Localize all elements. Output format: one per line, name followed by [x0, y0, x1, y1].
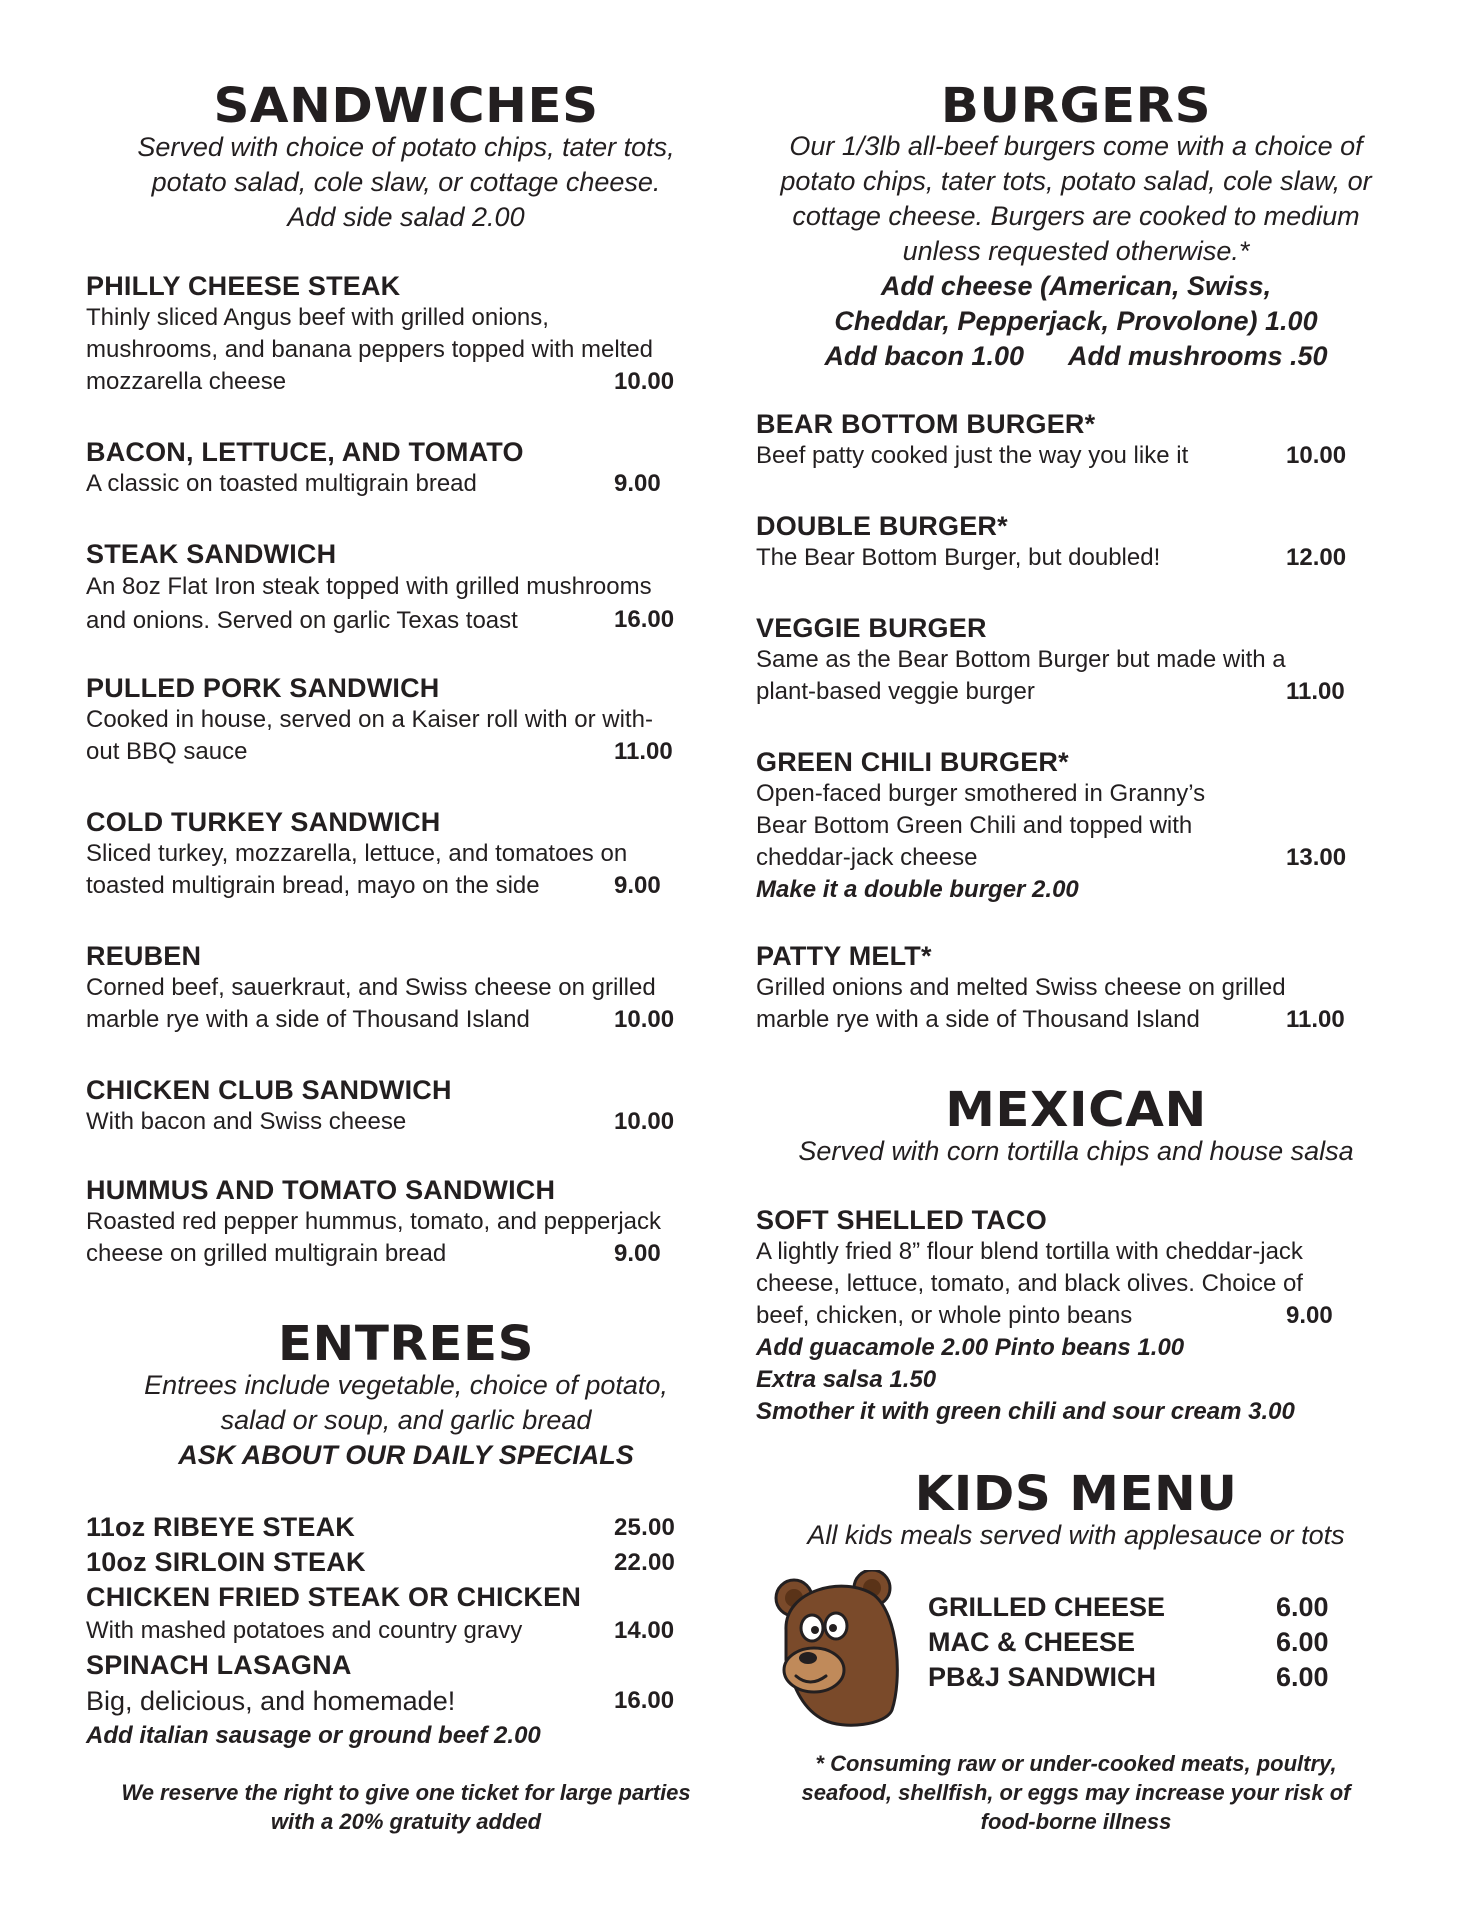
mexican-intro: Served with corn tortilla chips and house salsa: [798, 1136, 1354, 1166]
price: 6.00: [1276, 1662, 1329, 1692]
price: 11.00: [1286, 1006, 1345, 1033]
menu-item-ribeye: 11oz RIBEYE STEAK 25.00: [86, 1510, 726, 1545]
menu-item-patty-melt: PATTY MELT* Grilled onions and melted Swiss cheese on grilled marble rye with a side of Thousand Island 11.00: [756, 940, 1396, 1036]
price: 9.00: [614, 470, 661, 497]
menu-item-veggie-burger: VEGGIE BURGER Same as the Bear Bottom Burger but made with a plant-based veggie burger 11.00: [756, 612, 1396, 708]
raw-food-warning: * Consuming raw or under-cooked meats, poultry, seafood, shellfish, or eggs may increase your risk of food-borne illness: [801, 1751, 1351, 1834]
price: 6.00: [1276, 1627, 1329, 1657]
burgers-title: BURGERS: [940, 78, 1212, 134]
menu-item-chicken-fried: CHICKEN FRIED STEAK OR CHICKEN: [86, 1582, 582, 1612]
bear-mascot-icon: [774, 1570, 904, 1730]
price: 12.00: [1286, 544, 1347, 571]
price: 10.00: [614, 1006, 675, 1033]
price: 22.00: [614, 1549, 676, 1576]
menu-item-philly: PHILLY CHEESE STEAK Thinly sliced Angus beef with grilled onions, mushrooms, and banana peppers topped with melted mozzarella cheese 10.00: [86, 270, 726, 398]
price: 13.00: [1286, 844, 1347, 871]
menu-item-steak-sandwich: STEAK SANDWICH An 8oz Flat Iron steak topped with grilled mushrooms and onions. Served on garlic Texas toast 16.00: [86, 539, 675, 634]
kids-intro: All kids meals served with applesauce or tots: [807, 1520, 1345, 1550]
entree-list: 11oz RIBEYE STEAK 25.00 10oz SIRLOIN STEAK 22.00 CHICKEN FRIED STEAK OR CHICKEN With mashed potatoes and country gravy 14.00 SPINACH LASAGNA Big, delicious, and homemade! 16.00 Add italian sausage or ground beef 2.00: [86, 1510, 726, 1753]
entree-addon: Add italian sausage or ground beef 2.00: [86, 1722, 541, 1749]
menu-item-reuben: REUBEN Corned beef, sauerkraut, and Swiss cheese on grilled marble rye with a side of Thousand Island 10.00: [86, 940, 726, 1036]
price: 9.00: [614, 872, 661, 899]
price: 10.00: [1286, 442, 1347, 469]
menu-item-hummus: HUMMUS AND TOMATO SANDWICH Roasted red pepper hummus, tomato, and pepperjack cheese on grilled multigrain bread 9.00: [86, 1174, 726, 1270]
daily-specials-note: ASK ABOUT OUR DAILY SPECIALS: [178, 1440, 634, 1470]
large-party-note: We reserve the right to give one ticket for large parties with a 20% gratuity added: [121, 1780, 691, 1834]
sandwiches-intro: Served with choice of potato chips, tater tots, potato salad, cole slaw, or cottage cheese. Add side salad 2.00: [137, 132, 675, 232]
green-chili-addon: Make it a double burger 2.00: [756, 876, 1079, 903]
menu-item-blt: BACON, LETTUCE, AND TOMATO A classic on toasted multigrain bread 9.00: [86, 436, 726, 500]
price: 11.00: [1286, 678, 1345, 705]
price: 11.00: [614, 738, 673, 765]
menu-item-cold-turkey: COLD TURKEY SANDWICH Sliced turkey, mozzarella, lettuce, and tomatoes on toasted multigrain bread, mayo on the side 9.00: [86, 806, 726, 902]
price: 16.00: [614, 606, 675, 633]
price: 16.00: [614, 1687, 675, 1714]
sandwiches-title: SANDWICHES: [213, 78, 599, 134]
menu-item-soft-taco: SOFT SHELLED TACO A lightly fried 8” flour blend tortilla with cheddar-jack cheese, lettuce, tomato, and black olives. Choice of beef, chicken, or whole pinto beans 9.00 Add guacamole 2.00 Pinto beans 1.00 Extra salsa 1.50 Smother it with green chili and sour cream 3.00: [756, 1205, 1333, 1425]
mexican-title: MEXICAN: [945, 1082, 1207, 1138]
kids-menu-title: KIDS MENU: [914, 1466, 1238, 1522]
price: 10.00: [614, 1108, 675, 1135]
price: 14.00: [614, 1617, 675, 1644]
menu-item-bear-bottom-burger: BEAR BOTTOM BURGER* Beef patty cooked just the way you like it 10.00: [756, 408, 1396, 472]
price: 9.00: [614, 1240, 661, 1267]
price: 9.00: [1286, 1302, 1333, 1329]
price: 25.00: [614, 1514, 676, 1541]
entrees-title: ENTREES: [277, 1316, 535, 1372]
price: 6.00: [1276, 1592, 1329, 1622]
entrees-intro: Entrees include vegetable, choice of potato, salad or soup, and garlic bread ASK ABOUT OUR DAILY SPECIALS: [86, 1368, 726, 1473]
menu-item-sirloin: 10oz SIRLOIN STEAK 22.00: [86, 1545, 726, 1580]
menu-item-double-burger: DOUBLE BURGER* The Bear Bottom Burger, but doubled! 12.00: [756, 510, 1396, 574]
menu-item-spinach-lasagna: SPINACH LASAGNA: [86, 1650, 352, 1680]
menu-item-pulled-pork: PULLED PORK SANDWICH Cooked in house, served on a Kaiser roll with or with- out BBQ sauce 11.00: [86, 672, 726, 768]
menu-item-green-chili-burger: GREEN CHILI BURGER* Open-faced burger smothered in Granny’s Bear Bottom Green Chili and topped with cheddar-jack cheese 13.00 Make it a double burger 2.00: [756, 746, 1396, 906]
burgers-intro: Our 1/3lb all-beef burgers come with a choice of potato chips, tater tots, potato salad, cole slaw, or cottage cheese. Burgers are cooked to medium unless requested otherwise.* Add cheese (American, Swiss, Cheddar, Pepperjack, Provolone) 1.00 Add bacon 1.00 Add mushrooms .50: [780, 131, 1372, 371]
menu-item-chicken-club: CHICKEN CLUB SANDWICH With bacon and Swiss cheese 10.00: [86, 1074, 726, 1138]
price: 10.00: [614, 368, 675, 395]
